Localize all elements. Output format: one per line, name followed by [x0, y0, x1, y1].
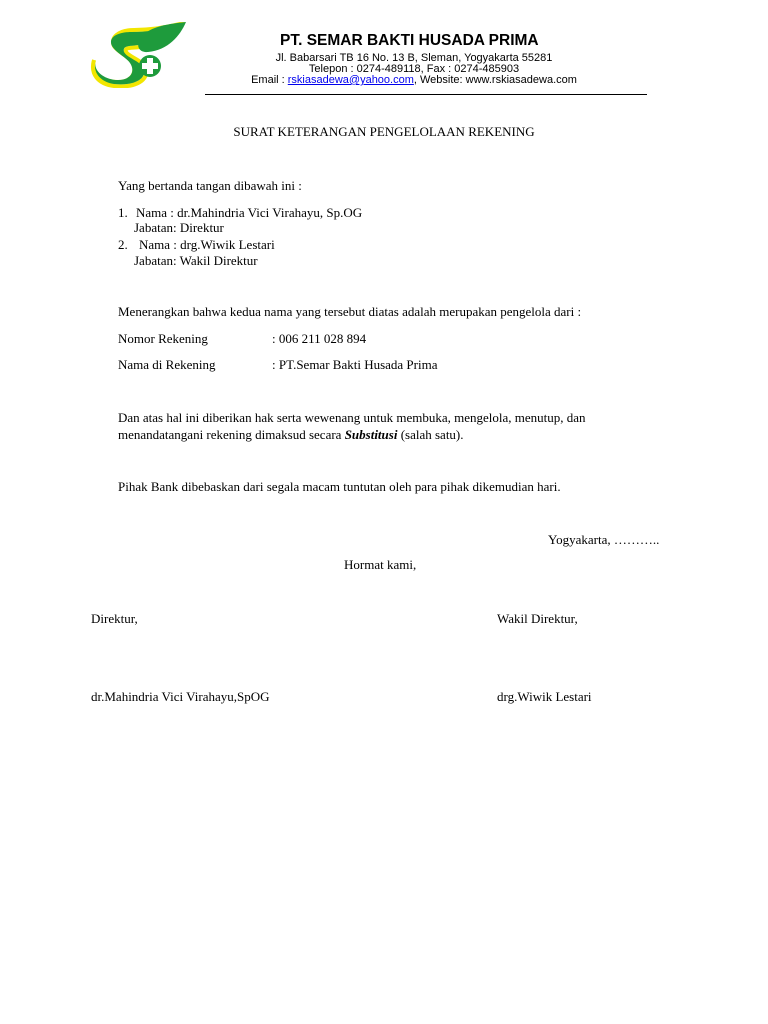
right-signer-role: Wakil Direktur,: [497, 611, 578, 626]
letterhead-divider: [205, 94, 647, 95]
signer-1-number: 1.: [118, 205, 128, 220]
authority-line-2-start: menandatangani rekening dimaksud secara: [118, 427, 345, 442]
letter-title: SURAT KETERANGAN PENGELOLAAN REKENING: [233, 124, 535, 139]
right-signer-name: drg.Wiwik Lestari: [497, 689, 592, 704]
email-label: Email :: [251, 74, 288, 86]
account-number-label: Nomor Rekening: [118, 331, 208, 346]
substitusi-emphasis: Substitusi: [344, 427, 398, 442]
account-name-value: : PT.Semar Bakti Husada Prima: [272, 357, 438, 372]
closing-text: Hormat kami,: [344, 557, 417, 572]
company-phone-fax: Telepon : 0274-489118, Fax : 0274-485903: [308, 63, 520, 75]
intro-text: Yang bertanda tangan dibawah ini :: [118, 178, 302, 193]
left-signer-role: Direktur,: [91, 611, 138, 626]
company-address: Jl. Babarsari TB 16 No. 13 B, Sleman, Yogyakarta 55281: [275, 52, 553, 64]
place-date: Yogyakarta, ………..: [548, 532, 660, 547]
release-text: Pihak Bank dibebaskan dari segala macam tuntutan oleh para pihak dikemudian hari.: [118, 479, 561, 494]
signer-2-name: Nama : drg.Wiwik Lestari: [139, 237, 275, 252]
website-text: , Website: www.rskiasadewa.com: [413, 74, 577, 86]
account-number-value: : 006 211 028 894: [272, 331, 367, 346]
company-contact-line: [184, 74, 644, 86]
signer-2-number: 2.: [118, 237, 128, 252]
company-name: PT. SEMAR BAKTI HUSADA PRIMA: [280, 32, 539, 49]
account-name-label: Nama di Rekening: [118, 357, 216, 372]
left-signer-name: dr.Mahindria Vici Virahayu,SpOG: [91, 689, 270, 704]
signer-1-position: Jabatan: Direktur: [134, 220, 224, 235]
statement-text: Menerangkan bahwa kedua nama yang tersebut diatas adalah merupakan pengelola dari :: [118, 304, 582, 319]
signer-2-position: Jabatan: Wakil Direktur: [134, 253, 258, 268]
company-logo: [88, 22, 192, 88]
authority-line-2: [118, 427, 464, 442]
signer-1-name: Nama : dr.Mahindria Vici Virahayu, Sp.OG: [136, 205, 363, 220]
email-link[interactable]: rskiasadewa@yahoo.com: [287, 74, 414, 86]
authority-line-1: Dan atas hal ini diberikan hak serta wewenang untuk membuka, mengelola, menutup, dan: [118, 410, 586, 425]
authority-line-2-end: (salah satu).: [397, 427, 464, 442]
